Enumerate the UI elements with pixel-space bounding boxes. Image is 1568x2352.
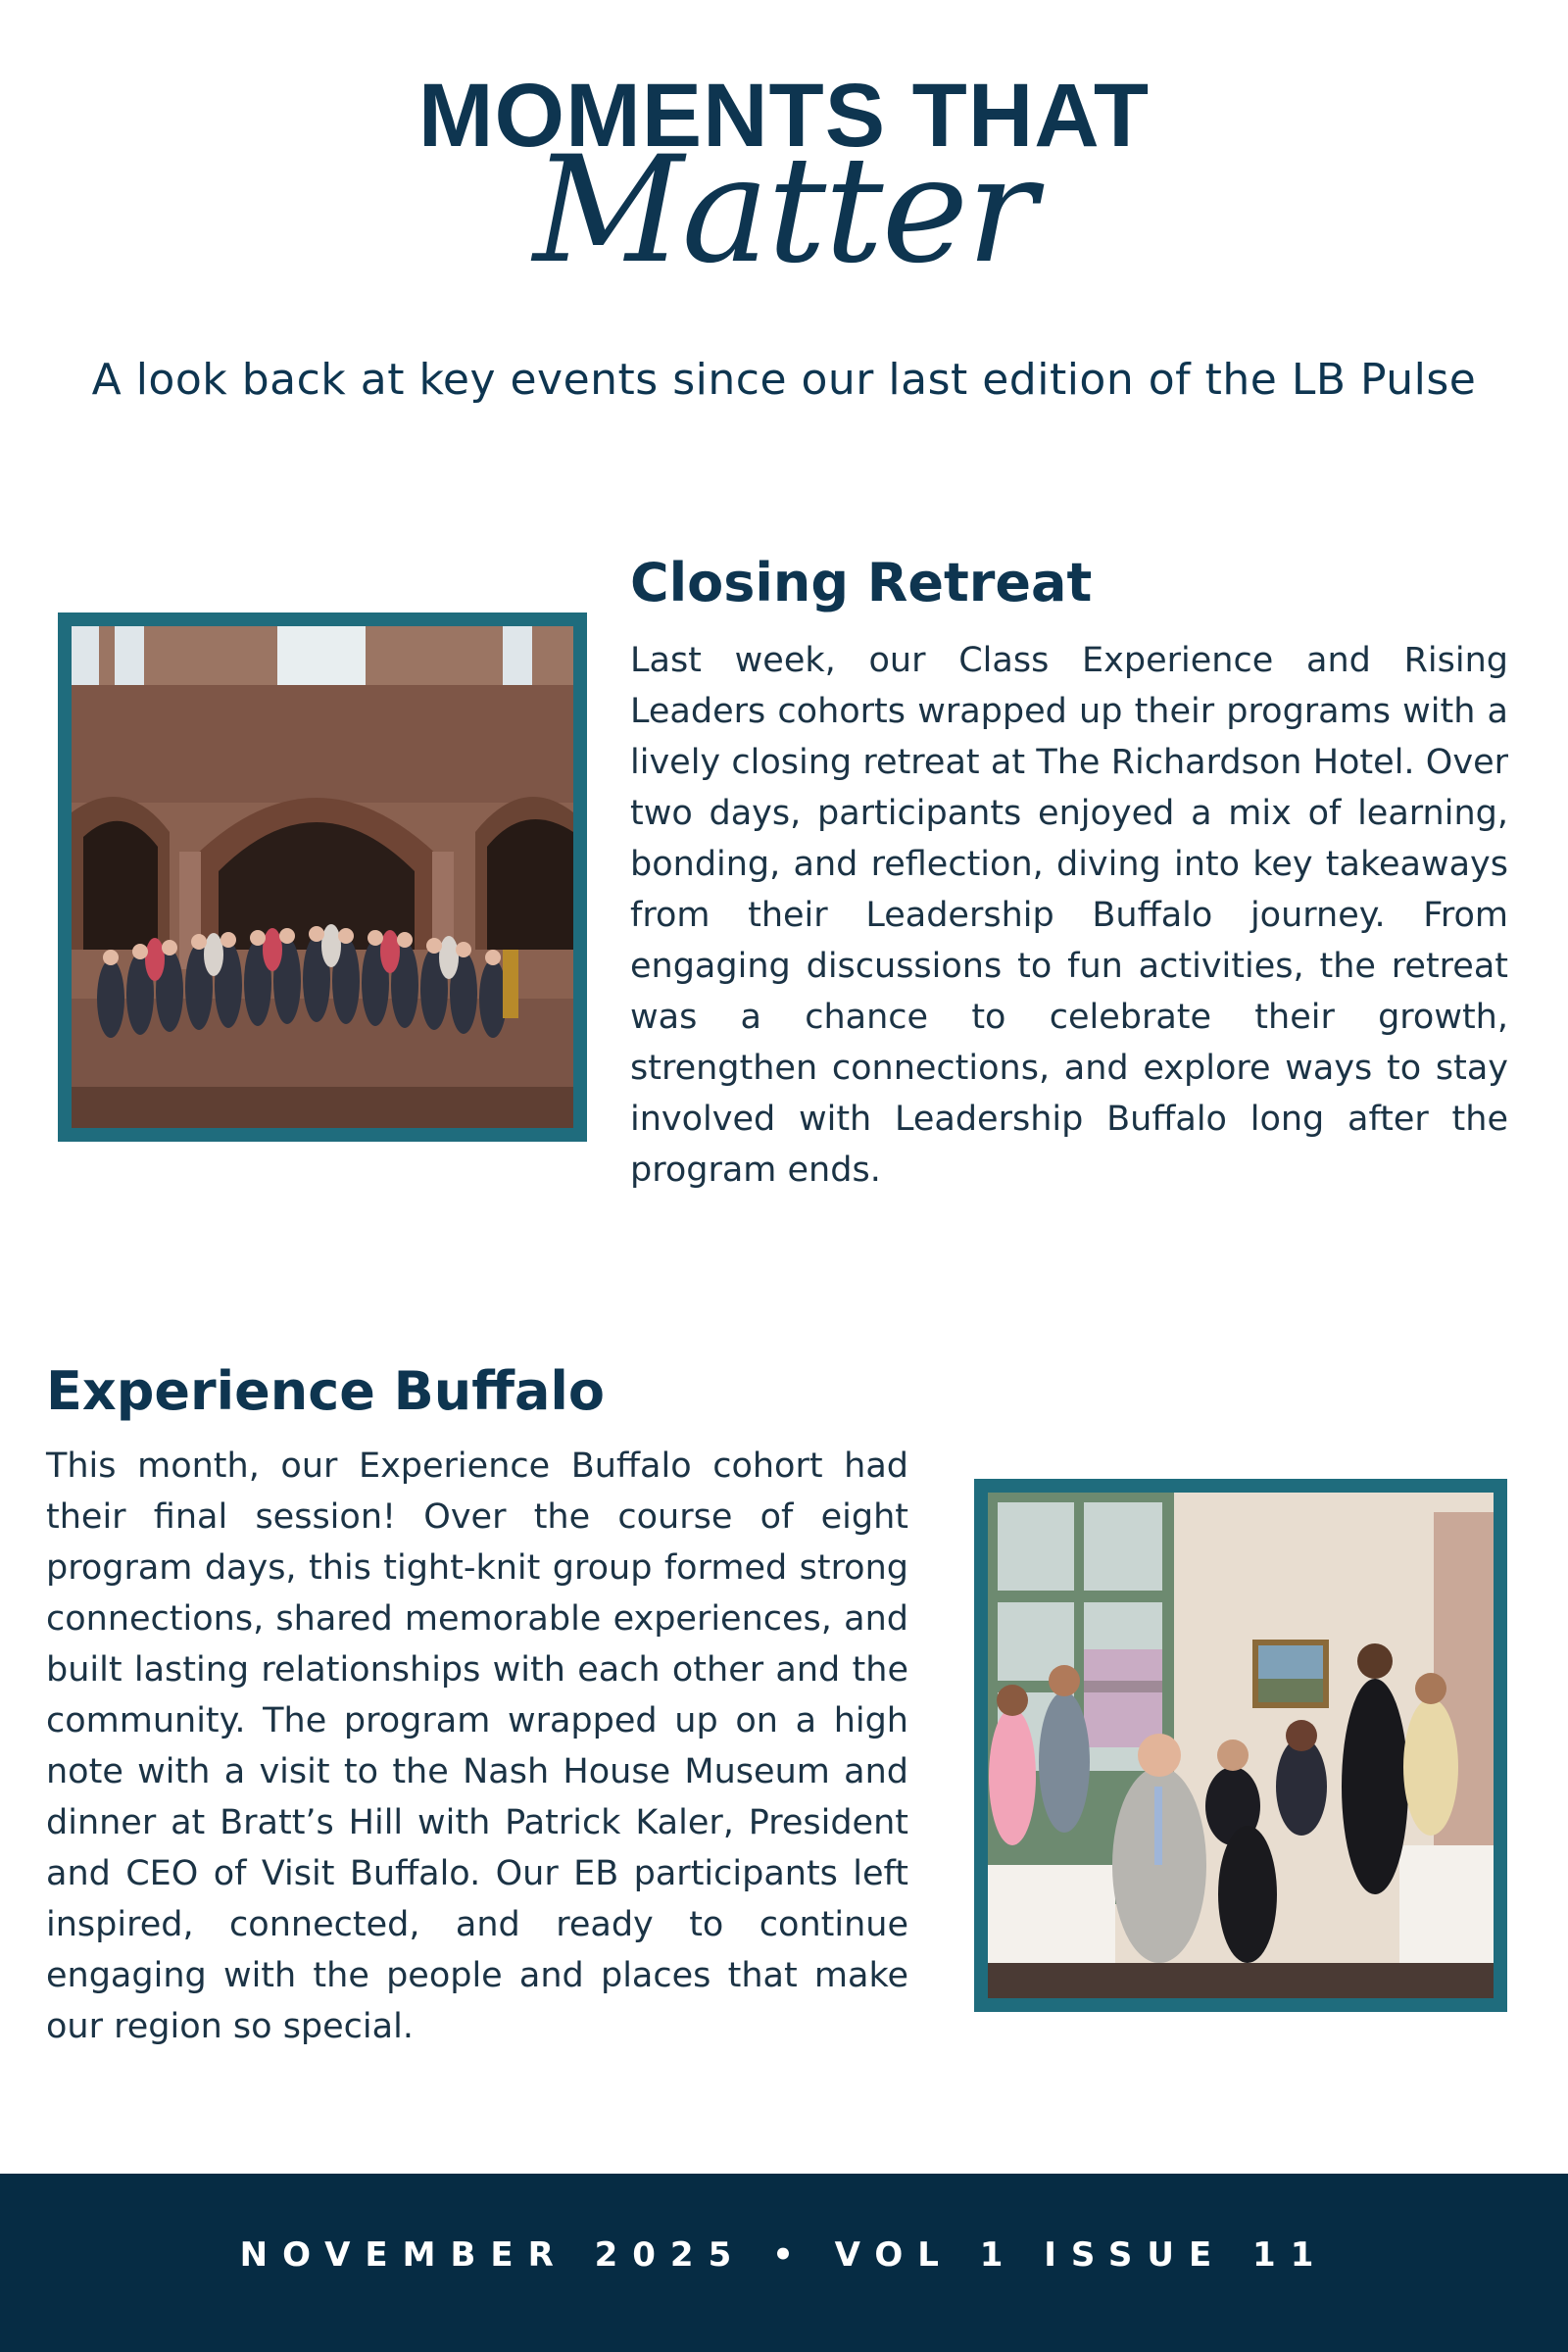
experience-buffalo-title: Experience Buffalo [46,1360,606,1422]
page-header [0,0,1568,431]
dinner-group-photo [988,1493,1494,1998]
script-title: Matter [532,125,1036,296]
issue-info: NOVEMBER 2025 • VOL 1 ISSUE 11 [239,2235,1329,2275]
experience-buffalo-photo [974,1479,1507,2012]
group-photo-building [72,626,573,1128]
closing-retreat-body: Last week, our Class Experience and Rising Leaders cohorts wrapped up their programs with a lively closing retreat at The Richardson Hotel. Over two days, participants enjoyed a mix of learning, bonding, and reflection, diving into key takeaways from their Leadership Buffalo journey. From engaging discussions to fun activities, the retreat was a chance to celebrate their growth, strengthen connections, and explore ways to stay involved with Leadership Buffalo long after the program ends. [630,641,1508,1190]
headline: MOMENTS THAT [417,66,1151,166]
closing-retreat-title: Closing Retreat [630,552,1093,613]
subtitle: A look back at key events since our last edition of the LB Pulse [91,355,1477,405]
experience-buffalo-body: This month, our Experience Buffalo cohort had their final session! Over the course of eight program days, this tight-knit group formed strong connections, shared memorable experiences, and built lasting relationships with each other and the community. The program wrapped up on a high note with a visit to the Nash House Museum and dinner at Bratt’s Hill with Patrick Kaler, President and CEO of Visit Buffalo. Our EB participants left inspired, connected, and ready to continue engaging with the people and places that make our region so special. [46,1446,908,2046]
footer-bar [0,2174,1568,2352]
closing-retreat-photo [58,612,587,1142]
